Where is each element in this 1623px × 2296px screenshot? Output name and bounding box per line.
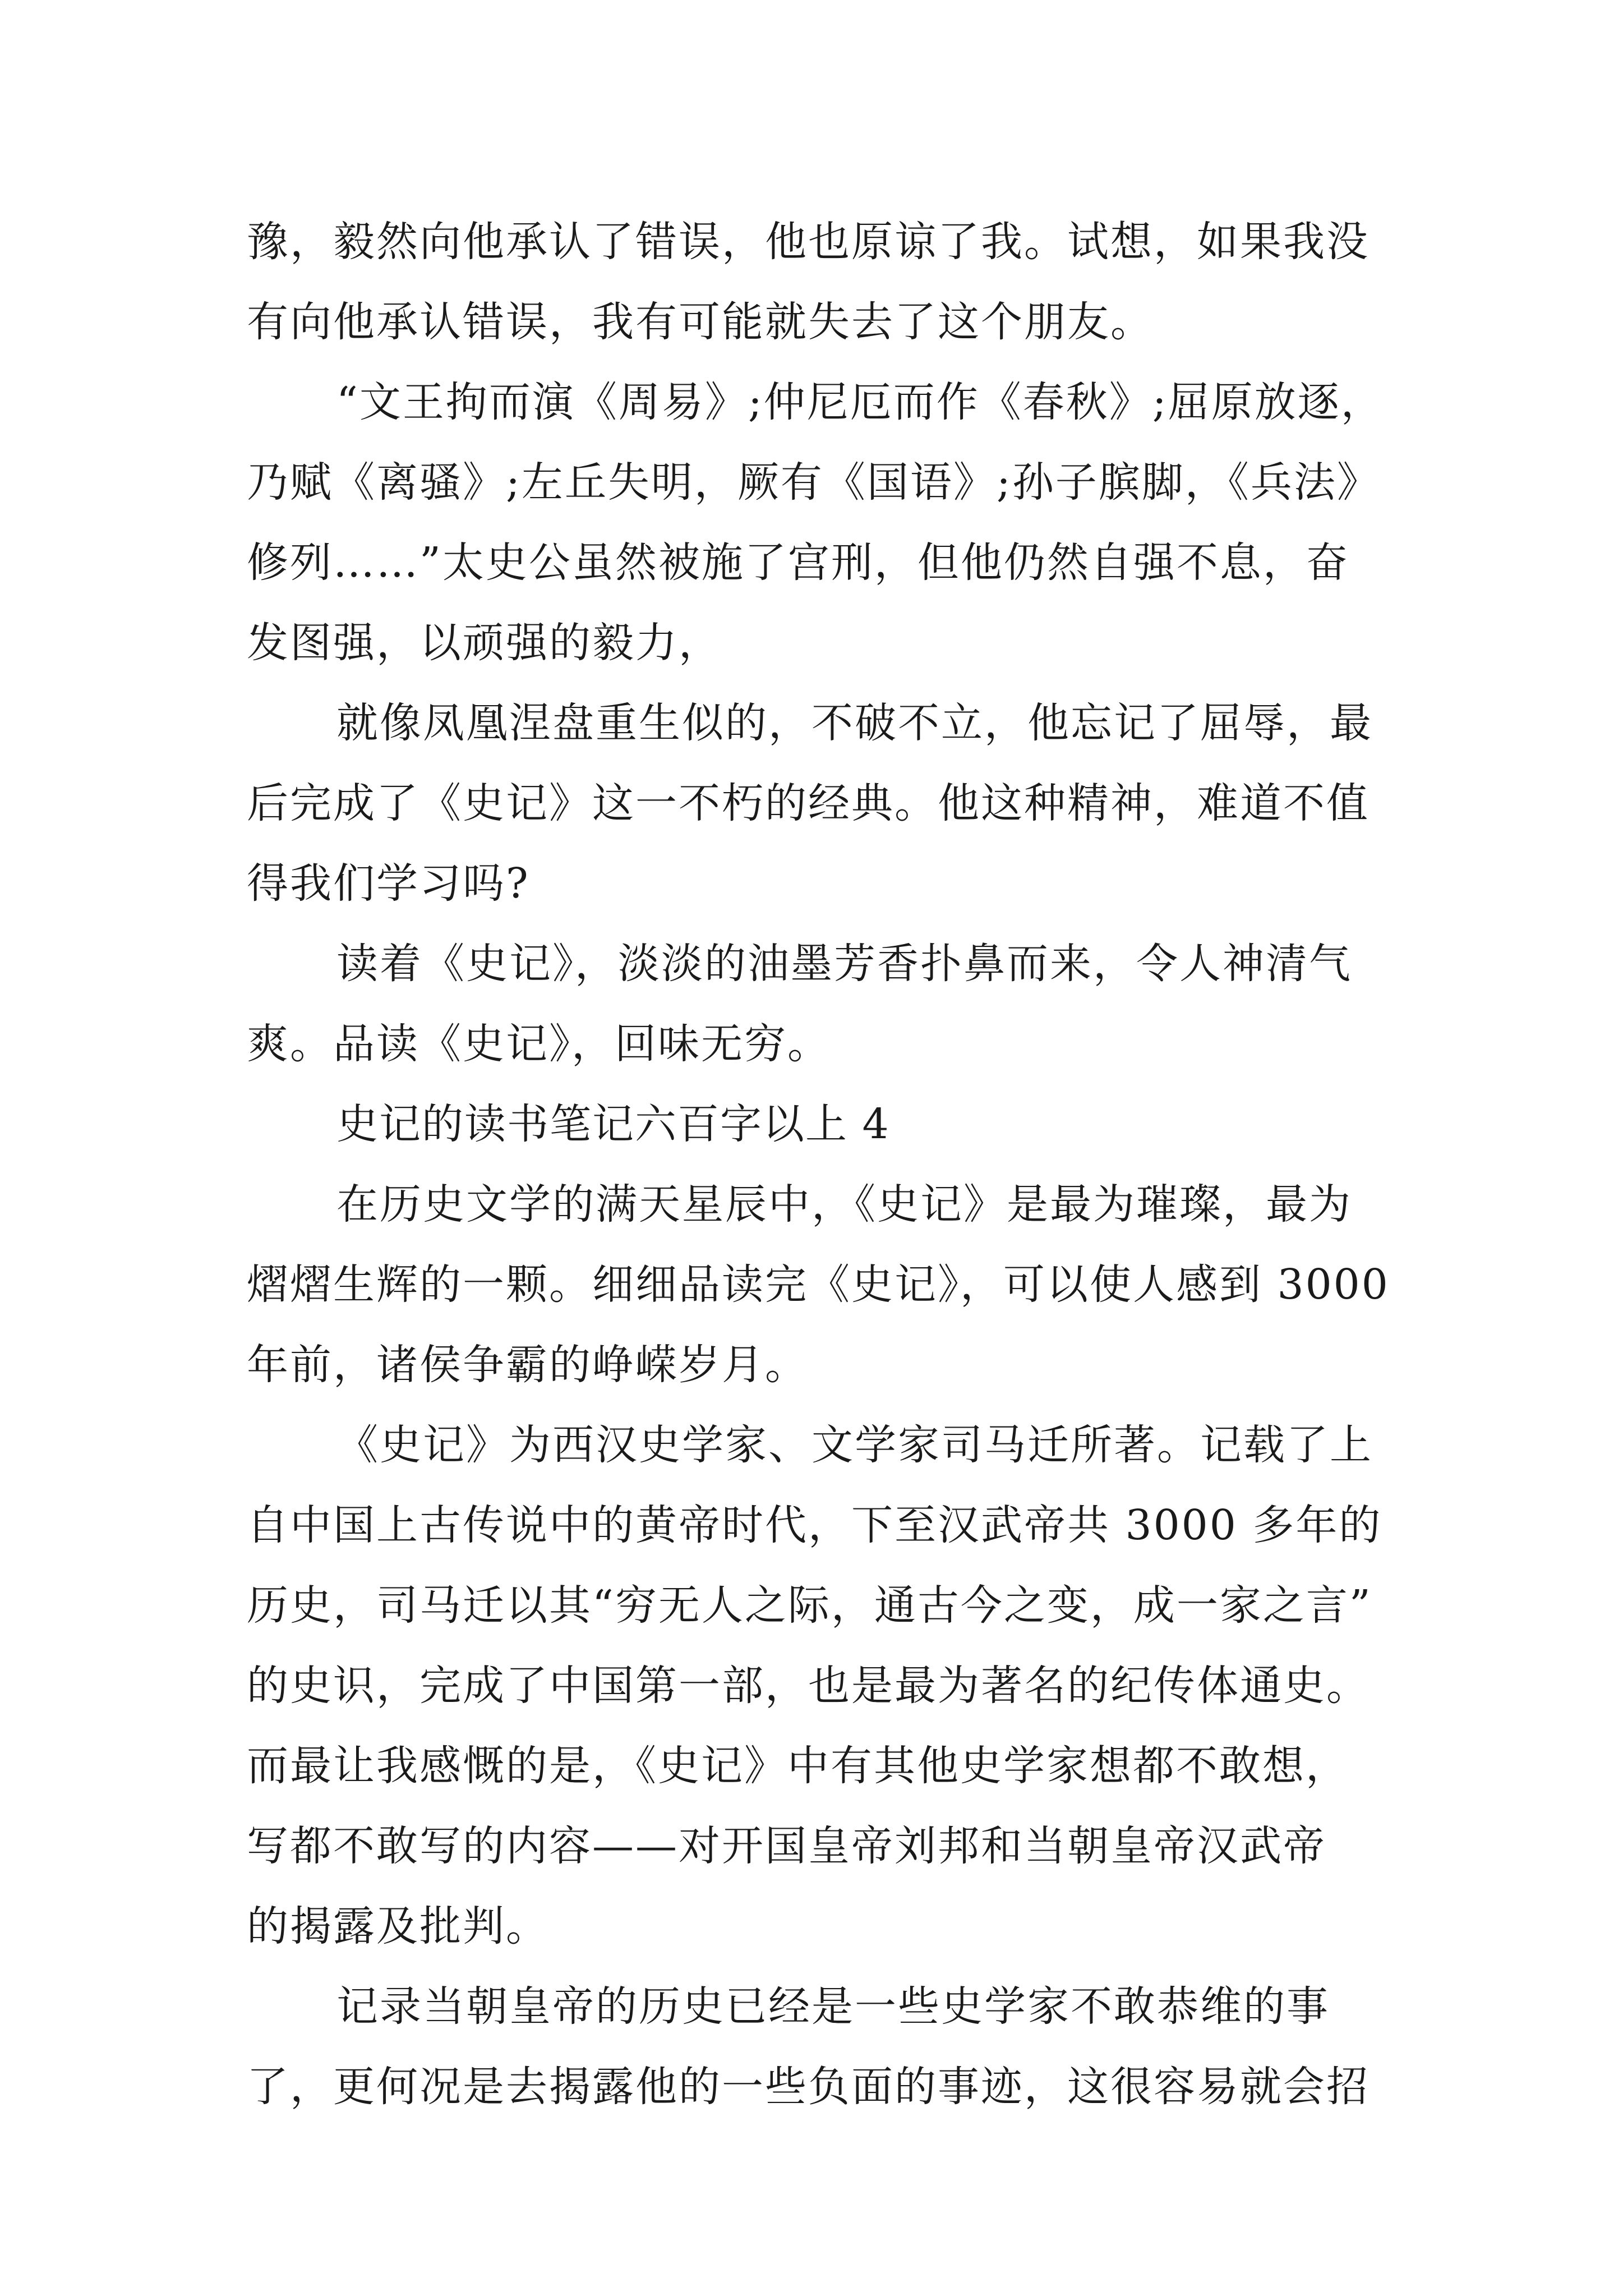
text-line: 记录当朝皇帝的历史已经是一些史学家不敢恭维的事 xyxy=(336,1982,1330,2031)
text-line: 写都不敢写的内容——对开国皇帝刘邦和当朝皇帝汉武帝 xyxy=(247,1822,1326,1870)
text-line: 熠熠生辉的一颗。细细品读完《史记》，可以使人感到 3000 xyxy=(247,1260,1390,1309)
text-line: 了，更何况是去揭露他的一些负面的事迹，这很容易就会招 xyxy=(247,2063,1370,2111)
text-line: 得我们学习吗? xyxy=(247,859,530,908)
text-line: 后完成了《史记》这一不朽的经典。他这种精神，难道不值 xyxy=(247,779,1370,827)
text-line: 就像凤凰涅盘重生似的，不破不立，他忘记了屈辱，最 xyxy=(336,699,1373,747)
text-line: 的史识，完成了中国第一部，也是最为著名的纪传体通史。 xyxy=(247,1662,1370,1710)
text-line: 在历史文学的满天星辰中，《史记》是最为璀璨，最为 xyxy=(336,1180,1352,1228)
text-line: 有向他承认错误，我有可能就失去了这个朋友。 xyxy=(247,298,1154,346)
text-line: “文王拘而演《周易》;仲尼厄而作《春秋》;屈原放逐， xyxy=(336,378,1384,426)
section-heading: 史记的读书笔记六百字以上 4 xyxy=(336,1100,890,1148)
text-line: 《史记》为西汉史学家、文学家司马迁所著。记载了上 xyxy=(336,1421,1373,1469)
text-line: 历史，司马迁以其“穷无人之际，通古今之变，成一家之言” xyxy=(247,1581,1372,1630)
text-line: 修列……”太史公虽然被施了宫刑，但他仍然自强不息，奋 xyxy=(247,539,1349,587)
text-line: 豫，毅然向他承认了错误，他也原谅了我。试想，如果我没 xyxy=(247,218,1370,266)
text-line: 自中国上古传说中的黄帝时代，下至汉武帝共 3000 多年的 xyxy=(247,1501,1382,1549)
text-line: 爽。品读《史记》，回味无穷。 xyxy=(247,1020,831,1068)
text-line: 读着《史记》，淡淡的油墨芳香扑鼻而来，令人神清气 xyxy=(336,940,1352,988)
text-line: 发图强，以顽强的毅力， xyxy=(247,619,722,667)
body-text xyxy=(247,202,1391,2127)
text-line: 乃赋《离骚》;左丘失明，厥有《国语》;孙子膑脚，《兵法》 xyxy=(247,458,1380,507)
text-line: 年前，诸侯争霸的峥嵘岁月。 xyxy=(247,1341,808,1389)
text-line: 而最让我感慨的是，《史记》中有其他史学家想都不敢想， xyxy=(247,1742,1349,1790)
text-line: 的揭露及批判。 xyxy=(247,1902,549,1950)
